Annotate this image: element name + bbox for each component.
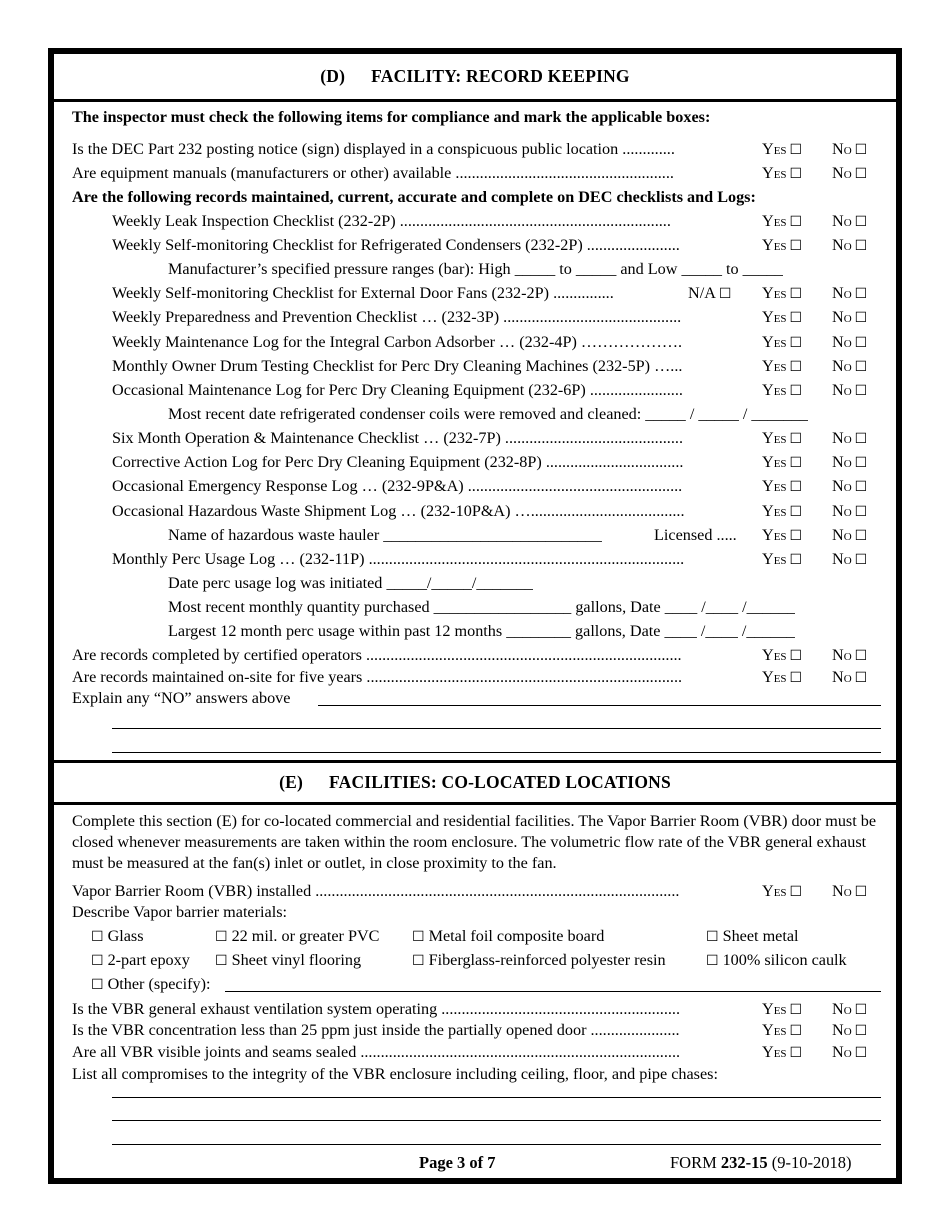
question-label: Is the VBR general exhaust ventilation system operating ........................................................... <box>72 1000 681 1018</box>
section-d-divider <box>54 99 896 102</box>
yes-checkbox[interactable]: ☐ <box>789 884 803 900</box>
material-vinyl[interactable]: ☐ Sheet vinyl flooring <box>215 951 362 969</box>
yes-option[interactable]: Yes ☐ <box>762 236 803 254</box>
no-checkbox[interactable]: ☐ <box>854 214 868 230</box>
recent-quantity-field[interactable]: Most recent monthly quantity purchased _________________ gallons, Date ____ /____ /______ <box>168 598 796 616</box>
question-certified-operators <box>72 644 881 666</box>
no-option[interactable]: No ☐ <box>832 236 868 254</box>
yes-option[interactable]: Yes ☐ <box>762 477 803 495</box>
item-corrective-action <box>72 451 881 473</box>
section-e-top-divider <box>54 760 896 763</box>
section-e-header <box>54 772 896 793</box>
yes-checkbox[interactable]: ☐ <box>789 142 803 158</box>
date-initiated-field[interactable]: Date perc usage log was initiated _____/_____/_______ <box>168 574 534 592</box>
other-checkbox[interactable]: ☐ <box>91 977 104 993</box>
no-option[interactable]: No ☐ <box>832 1021 868 1039</box>
yes-option[interactable]: Yes ☐ <box>762 526 803 544</box>
question-exhaust-operating <box>72 998 881 1020</box>
yes-checkbox[interactable]: ☐ <box>789 238 803 254</box>
pressure-ranges-field[interactable]: Manufacturer’s specified pressure ranges (bar): High _____ to _____ and Low _____ to _____ <box>168 260 784 278</box>
material-glass[interactable]: ☐ Glass <box>91 927 144 945</box>
question-label: Are equipment manuals (manufacturers or other) available ...................................................... <box>72 164 674 182</box>
no-option[interactable]: No ☐ <box>832 140 868 158</box>
largest-usage-field[interactable]: Largest 12 month perc usage within past 12 months ________ gallons, Date ____ /____ /______ <box>168 622 795 640</box>
no-option[interactable]: No ☐ <box>832 477 868 495</box>
no-option[interactable]: No ☐ <box>832 429 868 447</box>
epoxy-checkbox[interactable]: ☐ <box>91 953 104 969</box>
yes-option[interactable]: Yes ☐ <box>762 164 803 182</box>
item-label: Occasional Emergency Response Log … (232-9P&A) ..................................................... <box>112 477 683 495</box>
vinyl-checkbox[interactable]: ☐ <box>215 953 228 969</box>
question-posting-notice <box>72 138 881 160</box>
na-checkbox[interactable]: ☐ <box>718 286 732 302</box>
item-occasional-maintenance <box>72 379 881 401</box>
no-checkbox[interactable]: ☐ <box>854 286 868 302</box>
question-equipment-manuals <box>72 162 881 184</box>
material-other[interactable]: ☐ Other (specify): <box>91 975 211 993</box>
yes-checkbox[interactable]: ☐ <box>789 670 803 686</box>
yes-option[interactable]: Yes ☐ <box>762 882 803 900</box>
yes-checkbox[interactable]: ☐ <box>789 648 803 664</box>
no-checkbox[interactable]: ☐ <box>854 648 868 664</box>
no-checkbox[interactable]: ☐ <box>854 431 868 447</box>
yes-checkbox[interactable]: ☐ <box>789 479 803 495</box>
item-door-fans <box>72 282 881 304</box>
instruction-text: The inspector must check the following items for compliance and mark the applicable boxes: <box>72 108 711 126</box>
item-perc-usage <box>72 548 881 570</box>
item-label: Six Month Operation & Maintenance Checklist … (232-7P) ............................................ <box>112 429 683 447</box>
no-checkbox[interactable]: ☐ <box>854 335 868 351</box>
records-heading-row <box>72 186 881 208</box>
yes-option[interactable]: Yes ☐ <box>762 453 803 471</box>
yes-option[interactable]: Yes ☐ <box>762 212 803 230</box>
fiberglass-checkbox[interactable]: ☐ <box>412 953 425 969</box>
material-metal-foil[interactable]: ☐ Metal foil composite board <box>412 927 605 945</box>
no-checkbox[interactable]: ☐ <box>854 310 868 326</box>
yes-checkbox[interactable]: ☐ <box>789 286 803 302</box>
compromises-line[interactable] <box>112 1120 881 1121</box>
yes-checkbox[interactable]: ☐ <box>789 214 803 230</box>
no-option[interactable]: No ☐ <box>832 212 868 230</box>
yes-checkbox[interactable]: ☐ <box>789 383 803 399</box>
item-label: Monthly Perc Usage Log … (232-11P) .............................................................................. <box>112 550 685 568</box>
records-heading: Are the following records maintained, current, accurate and complete on DEC checklists and Logs: <box>72 188 756 206</box>
section-e-intro: Complete this section (E) for co-located commercial and residential facilities. The Vapor Barrier Room (VBR) door must be closed whenever measurements are taken within the room enclosure. The volumetric flow rate of the VBR general exhaust must be measured at the fan(s) inlet or outlet, in close proximity to the fan. <box>72 812 877 872</box>
explain-no-label: Explain any “NO” answers above <box>72 689 291 707</box>
no-checkbox[interactable]: ☐ <box>854 1045 868 1061</box>
item-label: Occasional Maintenance Log for Perc Dry Cleaning Equipment (232-6P) ....................... <box>112 381 683 399</box>
form-id <box>670 1152 852 1174</box>
item-drum-testing <box>72 355 881 377</box>
form-prefix: FORM <box>670 1153 717 1172</box>
item-weekly-leak <box>72 210 881 232</box>
item-emergency-response <box>72 475 881 497</box>
yes-option[interactable]: Yes ☐ <box>762 429 803 447</box>
section-e-divider <box>54 802 896 805</box>
explain-line[interactable] <box>318 705 881 706</box>
no-checkbox[interactable]: ☐ <box>854 670 868 686</box>
pvc-checkbox[interactable]: ☐ <box>215 929 228 945</box>
material-fiberglass[interactable]: ☐ Fiberglass-reinforced polyester resin <box>412 951 666 969</box>
yes-option[interactable]: Yes ☐ <box>762 668 803 686</box>
item-label: Weekly Self-monitoring Checklist for Refrigerated Condensers (232-2P) ....................... <box>112 236 680 254</box>
no-checkbox[interactable]: ☐ <box>854 884 868 900</box>
yes-option[interactable]: Yes ☐ <box>762 1021 803 1039</box>
no-option[interactable]: No ☐ <box>832 1000 868 1018</box>
no-option[interactable]: No ☐ <box>832 357 868 375</box>
item-label: Weekly Self-monitoring Checklist for External Door Fans (232-2P) ............... <box>112 284 614 302</box>
item-label: Monthly Owner Drum Testing Checklist for Perc Dry Cleaning Machines (232-5P) …... <box>112 357 683 375</box>
compromises-label: List all compromises to the integrity of the VBR enclosure including ceiling, floor, and pipe chases: <box>72 1065 718 1083</box>
yes-option[interactable]: Yes ☐ <box>762 284 803 302</box>
compromises-line[interactable] <box>112 1144 881 1145</box>
date-initiated-row <box>72 572 881 594</box>
no-option[interactable]: No ☐ <box>832 284 868 302</box>
no-option[interactable]: No ☐ <box>832 453 868 471</box>
yes-checkbox[interactable]: ☐ <box>789 552 803 568</box>
hauler-name-field[interactable]: Name of hazardous waste hauler ___________________________ <box>168 526 602 544</box>
item-label: Weekly Leak Inspection Checklist (232-2P) ................................................................... <box>112 212 671 230</box>
form-number: 232-15 <box>720 1153 768 1172</box>
no-checkbox[interactable]: ☐ <box>854 142 868 158</box>
section-e-code: (E) <box>279 772 304 792</box>
coils-cleaned-row <box>72 403 881 425</box>
no-checkbox[interactable]: ☐ <box>854 552 868 568</box>
question-label: Is the DEC Part 232 posting notice (sign) displayed in a conspicuous public location ............. <box>72 140 675 158</box>
no-option[interactable]: No ☐ <box>832 164 868 182</box>
yes-option[interactable]: Yes ☐ <box>762 357 803 375</box>
question-vbr-concentration <box>72 1019 881 1041</box>
yes-option[interactable]: Yes ☐ <box>762 1000 803 1018</box>
question-vbr-installed <box>72 880 881 902</box>
yes-checkbox[interactable]: ☐ <box>789 504 803 520</box>
yes-checkbox[interactable]: ☐ <box>789 1023 803 1039</box>
question-seams-sealed <box>72 1041 881 1063</box>
form-date: (9-10-2018) <box>771 1153 852 1172</box>
silicon-caulk-checkbox[interactable]: ☐ <box>706 953 719 969</box>
compromises-line[interactable] <box>112 1097 881 1098</box>
no-checkbox[interactable]: ☐ <box>854 479 868 495</box>
no-checkbox[interactable]: ☐ <box>854 166 868 182</box>
licensed-label: Licensed ..... <box>654 526 737 544</box>
question-label: Vapor Barrier Room (VBR) installed .......................................................................................... <box>72 882 680 900</box>
other-specify-line[interactable] <box>225 991 881 992</box>
material-epoxy[interactable]: ☐ 2-part epoxy <box>91 951 190 969</box>
no-option[interactable]: No ☐ <box>832 646 868 664</box>
no-option[interactable]: No ☐ <box>832 882 868 900</box>
page-number: Page 3 of 7 <box>419 1153 496 1172</box>
item-six-month <box>72 427 881 449</box>
yes-checkbox[interactable]: ☐ <box>789 166 803 182</box>
describe-materials-row <box>72 901 881 923</box>
question-onsite-records <box>72 666 881 688</box>
no-checkbox[interactable]: ☐ <box>854 504 868 520</box>
compromises-row <box>72 1063 881 1085</box>
item-label: Weekly Maintenance Log for the Integral Carbon Adsorber … (232-4P) ………………. <box>112 333 683 351</box>
yes-checkbox[interactable]: ☐ <box>789 1002 803 1018</box>
material-pvc[interactable]: ☐ 22 mil. or greater PVC <box>215 927 380 945</box>
no-checkbox[interactable]: ☐ <box>854 359 868 375</box>
no-checkbox[interactable]: ☐ <box>854 238 868 254</box>
yes-checkbox[interactable]: ☐ <box>789 359 803 375</box>
item-hazardous-shipment <box>72 500 881 522</box>
describe-materials-label: Describe Vapor barrier materials: <box>72 903 287 921</box>
na-option[interactable]: N/A ☐ <box>688 284 732 302</box>
section-d-title: FACILITY: RECORD KEEPING <box>371 66 630 86</box>
largest-usage-row <box>72 620 881 642</box>
no-option[interactable]: No ☐ <box>832 1043 868 1061</box>
no-checkbox[interactable]: ☐ <box>854 383 868 399</box>
item-label: Weekly Preparedness and Prevention Checklist … (232-3P) ............................................ <box>112 308 682 326</box>
section-d-header <box>54 66 896 87</box>
item-label: Occasional Hazardous Waste Shipment Log … (232-10P&A) …...................................... <box>112 502 685 520</box>
yes-option[interactable]: Yes ☐ <box>762 502 803 520</box>
glass-checkbox[interactable]: ☐ <box>91 929 104 945</box>
no-option[interactable]: No ☐ <box>832 308 868 326</box>
explain-line[interactable] <box>112 752 881 753</box>
instruction-row <box>72 106 881 128</box>
yes-option[interactable]: Yes ☐ <box>762 140 803 158</box>
pressure-ranges-row <box>72 258 881 280</box>
sheet-metal-checkbox[interactable]: ☐ <box>706 929 719 945</box>
no-option[interactable]: No ☐ <box>832 668 868 686</box>
form-frame <box>48 48 902 1184</box>
no-checkbox[interactable]: ☐ <box>854 1002 868 1018</box>
yes-option[interactable]: Yes ☐ <box>762 308 803 326</box>
yes-option[interactable]: Yes ☐ <box>762 1043 803 1061</box>
yes-option[interactable]: Yes ☐ <box>762 646 803 664</box>
material-sheet-metal[interactable]: ☐ Sheet metal <box>706 927 799 945</box>
yes-checkbox[interactable]: ☐ <box>789 431 803 447</box>
yes-checkbox[interactable]: ☐ <box>789 1045 803 1061</box>
no-checkbox[interactable]: ☐ <box>854 528 868 544</box>
question-label: Are records maintained on-site for five years .............................................................................. <box>72 668 683 686</box>
yes-option[interactable]: Yes ☐ <box>762 381 803 399</box>
material-silicon-caulk[interactable]: ☐ 100% silicon caulk <box>706 951 847 969</box>
no-option[interactable]: No ☐ <box>832 502 868 520</box>
item-label: Corrective Action Log for Perc Dry Cleaning Equipment (232-8P) .................................. <box>112 453 684 471</box>
no-checkbox[interactable]: ☐ <box>854 1023 868 1039</box>
section-d-code: (D) <box>320 66 346 86</box>
item-preparedness <box>72 306 881 328</box>
item-carbon-adsorber <box>72 331 881 353</box>
no-option[interactable]: No ☐ <box>832 550 868 568</box>
section-e-title: FACILITIES: CO-LOCATED LOCATIONS <box>329 772 671 792</box>
explain-line[interactable] <box>112 728 881 729</box>
item-refrigerated-condensers <box>72 234 881 256</box>
metal-foil-checkbox[interactable]: ☐ <box>412 929 425 945</box>
yes-checkbox[interactable]: ☐ <box>789 310 803 326</box>
hauler-row <box>72 524 881 546</box>
yes-option[interactable]: Yes ☐ <box>762 333 803 351</box>
yes-checkbox[interactable]: ☐ <box>789 528 803 544</box>
no-option[interactable]: No ☐ <box>832 333 868 351</box>
question-label: Are all VBR visible joints and seams sealed ............................................................................... <box>72 1043 681 1061</box>
no-checkbox[interactable]: ☐ <box>854 455 868 471</box>
recent-quantity-row <box>72 596 881 618</box>
yes-checkbox[interactable]: ☐ <box>789 335 803 351</box>
coils-cleaned-date-field[interactable]: Most recent date refrigerated condenser coils were removed and cleaned: _____ / _____ / _______ <box>168 405 809 423</box>
yes-option[interactable]: Yes ☐ <box>762 550 803 568</box>
no-option[interactable]: No ☐ <box>832 526 868 544</box>
question-label: Are records completed by certified operators .............................................................................. <box>72 646 682 664</box>
yes-checkbox[interactable]: ☐ <box>789 455 803 471</box>
no-option[interactable]: No ☐ <box>832 381 868 399</box>
question-label: Is the VBR concentration less than 25 ppm just inside the partially opened door ...................... <box>72 1021 680 1039</box>
